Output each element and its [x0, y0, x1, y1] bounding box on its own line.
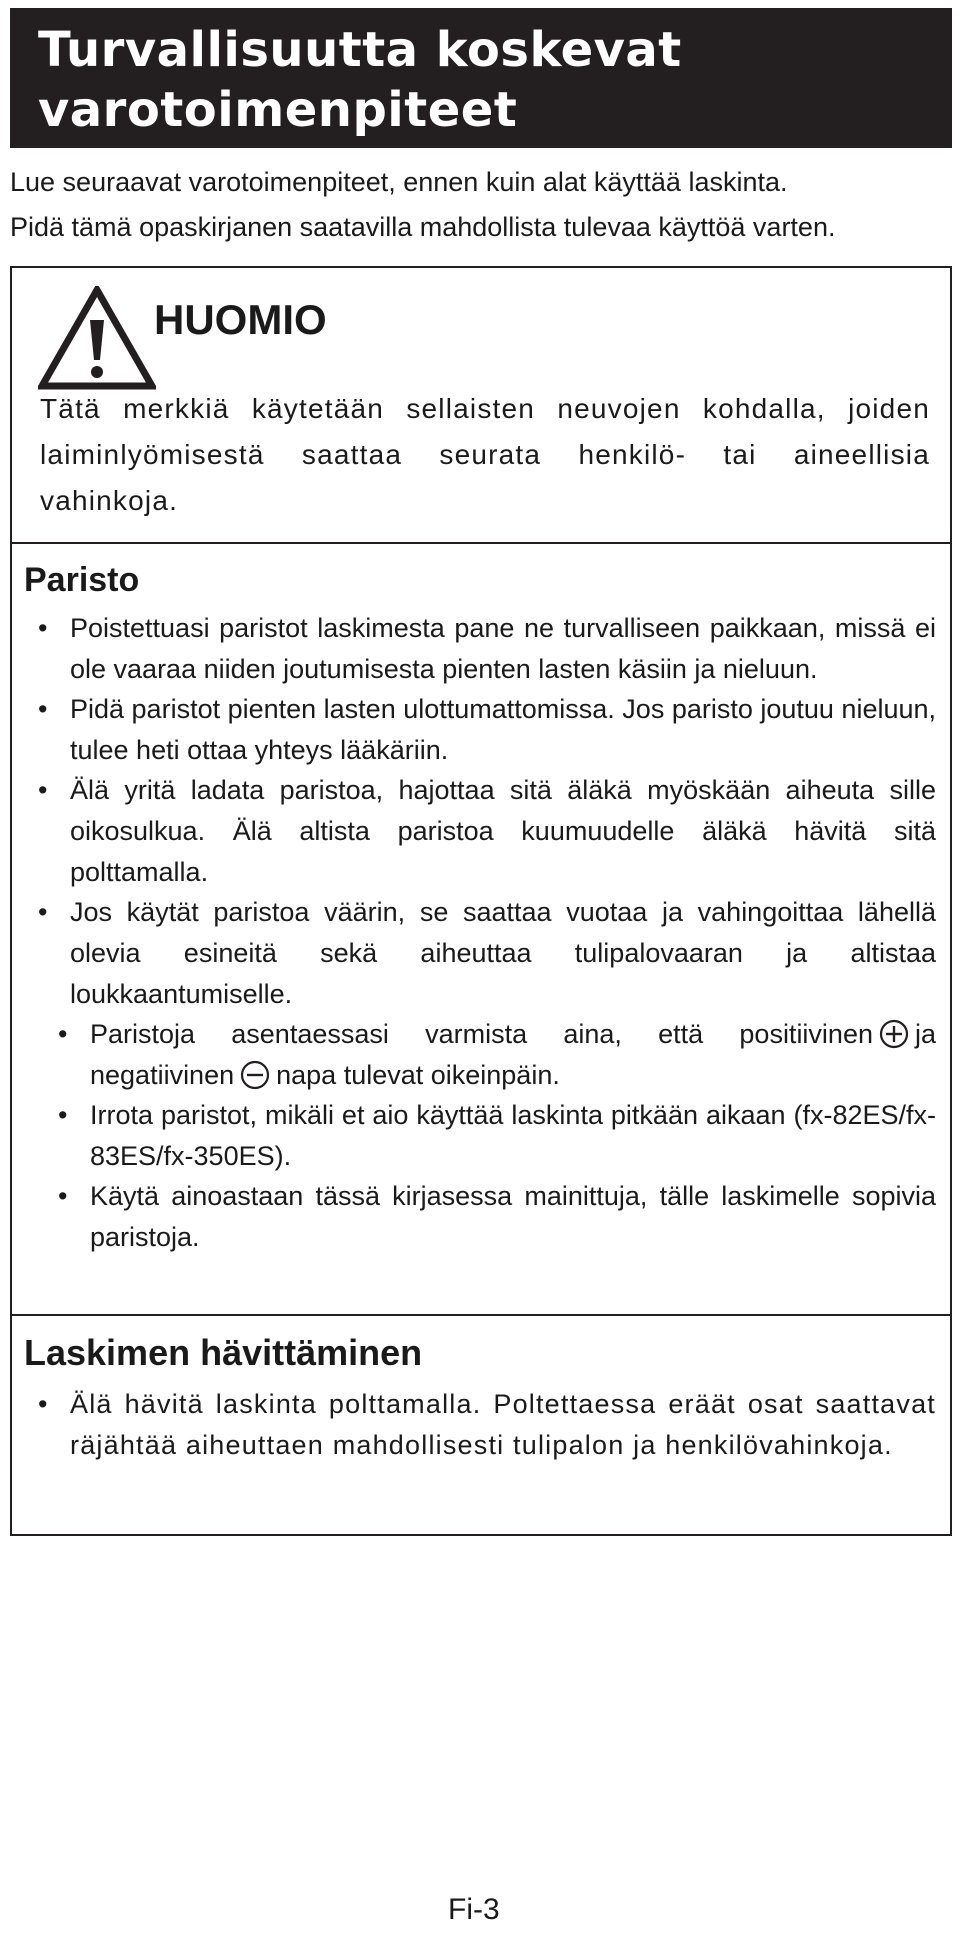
list-item — [24, 1176, 936, 1258]
bullet: • — [38, 1389, 49, 1419]
intro-text — [10, 160, 950, 250]
item-text: Pidä paristot pienten lasten ulottumattomissa. Jos paristo joutuu nieluun, tulee heti ottaa yhteys lääkäriin. — [70, 694, 937, 765]
bullet: • — [38, 775, 48, 805]
list-item — [24, 1014, 936, 1096]
intro-line: Pidä tämä opaskirjanen saatavilla mahdollista tulevaa käyttöä varten. — [10, 212, 836, 242]
item-text: Käytä ainoastaan tässä kirjasessa mainittuja, tälle laskimelle sopivia paristoja. — [90, 1181, 936, 1252]
page-title: Turvallisuutta koskevat varotoimenpiteet — [38, 22, 682, 138]
safety-box — [10, 266, 952, 1536]
bullet: • — [58, 1019, 68, 1049]
title-banner — [10, 8, 952, 148]
plus-circle-icon — [879, 1019, 909, 1049]
polarity-text-3: napa tulevat oikeinpäin. — [276, 1060, 560, 1090]
list-item — [24, 689, 936, 771]
intro-line: Lue seuraavat varotoimenpiteet, ennen kuin alat käyttää laskinta. — [10, 167, 788, 197]
warning-triangle-icon — [38, 286, 156, 390]
bullet: • — [38, 694, 48, 724]
bullet: • — [58, 1100, 68, 1130]
battery-list — [24, 608, 936, 1257]
section-divider — [12, 542, 950, 544]
bullet: • — [38, 897, 48, 927]
list-item — [24, 1384, 936, 1466]
bullet: • — [58, 1181, 68, 1211]
list-item — [24, 608, 936, 690]
item-text: Älä hävitä laskinta polttamalla. Poltettaessa eräät osat saattavat räjähtää aiheuttaen mahdollisesti tulipalon ja henkilövahinkoja. — [70, 1389, 936, 1460]
item-text: Älä yritä ladata paristoa, hajottaa sitä äläkä myöskään aiheuta sille oikosulkua. Älä altista paristoa kuumuudelle äläkä hävitä sitä polttamalla. — [70, 775, 936, 887]
item-text: Irrota paristot, mikäli et aio käyttää laskinta pitkään aikaan (fx-82ES/fx-83ES/fx-350ES). — [90, 1100, 936, 1171]
list-item — [24, 770, 936, 893]
disposal-list — [24, 1384, 936, 1465]
list-item — [24, 892, 936, 1015]
warning-text: Tätä merkkiä käytetään sellaisten neuvojen kohdalla, joiden laiminlyömisestä saattaa seurata henkilö- tai aineellisia vahinkoja. — [40, 393, 930, 516]
minus-circle-icon — [240, 1060, 270, 1090]
page-number: Fi-3 — [448, 1893, 500, 1926]
bullet: • — [38, 613, 48, 643]
polarity-text-2: ja negatiivinen — [90, 1019, 936, 1090]
disposal-heading: Laskimen hävittäminen — [24, 1332, 423, 1373]
item-text: Jos käytät paristoa väärin, se saattaa vuotaa ja vahingoittaa lähellä olevia esineitä sekä aiheuttaa tulipalovaaran ja altistaa loukkaantumiselle. — [70, 897, 936, 1009]
section-divider — [12, 1314, 950, 1316]
polarity-text-1: Paristoja asentaessasi varmista aina, että positiivinen — [90, 1019, 873, 1049]
item-text: Poistettuasi paristot laskimesta pane ne turvalliseen paikkaan, missä ei ole vaaraa niiden joutumisesta pienten lasten käsiin ja nieluun. — [70, 613, 936, 684]
battery-heading: Paristo — [24, 561, 140, 599]
list-item — [24, 1095, 936, 1177]
warning-label: HUOMIO — [154, 296, 327, 343]
